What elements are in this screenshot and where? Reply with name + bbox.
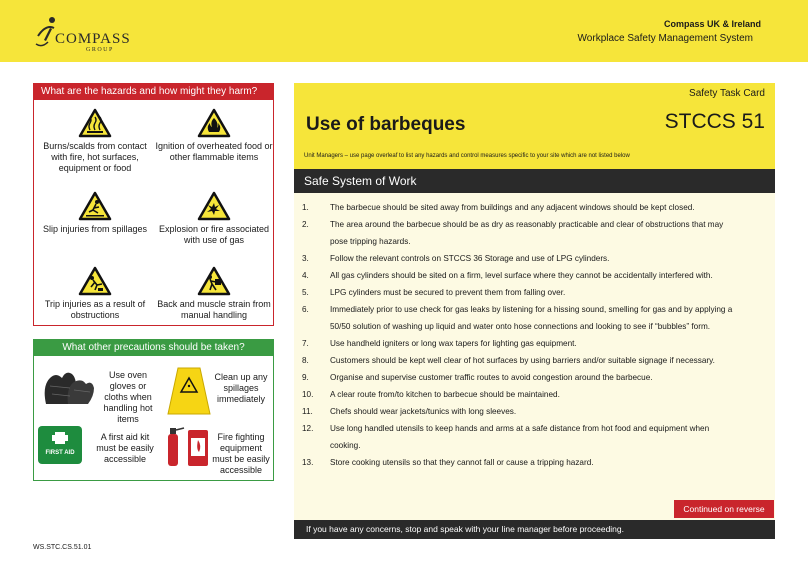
step-item [302,403,762,420]
step-line: A clear route from/to kitchen to barbecue should be maintained. [330,390,560,399]
hazards-title: What are the hazards and how might they harm? [34,84,273,100]
step-number: 13. [302,458,314,467]
logo-subtext: GROUP [86,47,114,53]
card-note: Unit Managers – use page overleaf to list any hazards and control measures specific to your site which are not listed below [304,153,630,159]
step-item [302,335,762,352]
step-number: 1. [302,203,309,212]
step-number: 9. [302,373,309,382]
step-item [302,369,762,386]
step-number: 7. [302,339,309,348]
section-title: Safe System of Work [294,169,775,193]
step-text [330,335,577,352]
precaution-label: Clean up any spillages immediately [214,372,268,404]
fire-extinguisher-icon [162,422,212,470]
step-text [330,369,653,386]
page-header [0,0,808,62]
step-number: 8. [302,356,309,365]
step-line: cooking. [330,441,361,450]
hazard-item [36,108,154,174]
manual-handling-icon [197,266,231,296]
hot-surface-icon [78,108,112,138]
step-number: 3. [302,254,309,263]
system-name: Workplace Safety Management System [577,33,753,44]
hazard-item [155,108,273,163]
document-id: WS.STC.CS.51.01 [33,544,92,551]
continued-badge: Continued on reverse [674,500,774,518]
hazard-label: Ignition of overheated food or other flammable items [155,141,273,162]
step-item [302,420,762,454]
precautions-panel [33,339,274,481]
step-item [302,199,762,216]
first-aid-kit-icon [38,426,82,464]
first-aid-text: FIRST AID [45,450,75,456]
company-name: Compass UK & Ireland [663,19,761,29]
step-line: pose tripping hazards. [330,237,411,246]
step-item [302,301,762,335]
step-text [330,386,560,403]
wet-floor-sign-icon [164,364,214,416]
logo-text: COMPASS [55,31,131,47]
hazard-label: Explosion or fire associated with use of gas [158,224,270,245]
hazard-label: Burns/scalds from contact with fire, hot surfaces, equipment or food [43,141,147,173]
precaution-label: Fire fighting equipment must be easily accessible [212,432,270,475]
step-line: Immediately prior to use check for gas leaks by listening for a hissing sound, smelling for gas and by applying a [330,305,733,314]
task-card-header [294,83,775,169]
hazard-label: Back and muscle strain from manual handling [157,299,271,320]
step-text [330,352,715,369]
step-line: The barbecue should be sited away from buildings and any adjacent windows should be kept closed. [330,203,695,212]
step-line: Follow the relevant controls on STCCS 36 Storage and use of LPG cylinders. [330,254,610,263]
step-item [302,250,762,267]
step-item [302,267,762,284]
step-number: 12. [302,424,314,433]
step-number: 6. [302,305,309,314]
step-item [302,352,762,369]
steps-list [302,199,762,471]
step-number: 2. [302,220,309,229]
step-line: Customers should be kept well clear of hot surfaces by using barriers and/or suitable signage if necessary. [330,356,715,365]
step-line: 50/50 solution of washing up liquid and water onto hose connections and looking to see if “bubbles” form. [330,322,711,331]
step-item [302,216,762,250]
hazard-item [155,191,273,246]
hazard-label: Slip injuries from spillages [42,224,148,234]
precaution-label: A first aid kit must be easily accessible [96,432,154,464]
hazard-item [155,266,273,321]
step-line: The area around the barbecue should be as dry as reasonably practicable and clear of obstructions that may [330,220,724,229]
step-text [330,284,565,301]
step-number: 5. [302,288,309,297]
card-title: Use of barbeques [306,114,466,135]
step-number: 10. [302,390,314,399]
card-code: STCCS 51 [664,110,765,133]
step-line: Use long handled utensils to keep hands and arms at a safe distance from hot food and equipment when [330,424,710,433]
step-text [330,301,732,335]
step-text [330,267,713,284]
step-text [330,199,695,216]
explosion-icon [197,191,231,221]
hazard-item [36,266,154,321]
step-text [330,250,609,267]
step-line: All gas cylinders should be sited on a firm, level surface where they cannot be accidentally interfered with. [330,271,713,280]
step-number: 11. [302,407,313,416]
step-line: Store cooking utensils so that they cannot fall or cause a tripping hazard. [330,458,594,467]
step-line: Chefs should wear jackets/tunics with long sleeves. [330,407,517,416]
step-line: LPG cylinders must be secured to prevent them from falling over. [330,288,566,297]
flammable-icon [197,108,231,138]
hazard-item [36,191,154,235]
card-label: Safety Task Card [689,88,765,99]
step-line: Use handheld igniters or long wax tapers for lighting gas equipment. [330,339,577,348]
precaution-label: Use oven gloves or cloths when handling hot items [103,370,153,424]
step-item [302,454,762,471]
hazard-label: Trip injuries as a result of obstructions [44,299,146,320]
step-text [330,216,723,250]
trip-icon [78,266,112,296]
step-item [302,386,762,403]
precautions-title: What other precautions should be taken? [34,340,273,356]
oven-glove-icon [40,366,98,410]
step-number: 4. [302,271,309,280]
footer-message: If you have any concerns, stop and speak with your line manager before proceeding. [294,520,775,539]
step-line: Organise and supervise customer traffic routes to avoid congestion around the barbecue. [330,373,653,382]
card-body [294,193,775,520]
hazards-panel [33,83,274,326]
step-text [330,403,516,420]
step-item [302,284,762,301]
step-text [330,454,594,471]
slip-icon [78,191,112,221]
step-text [330,420,709,454]
